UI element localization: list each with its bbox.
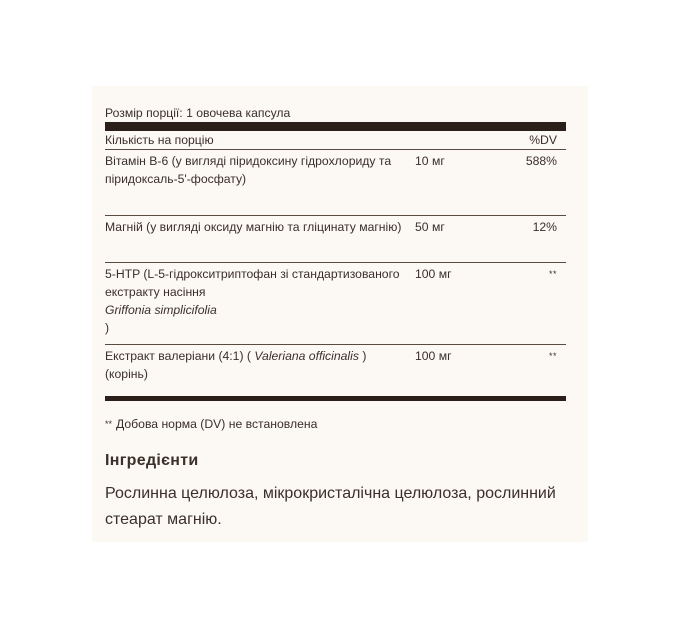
nutrient-dv: 588% — [525, 154, 557, 168]
nutrient-dv: ** — [548, 351, 557, 361]
supplement-facts-table — [105, 98, 566, 433]
footnote — [105, 415, 566, 433]
nutrient-name-closing: ) — [105, 321, 110, 335]
nutrient-amount: 100 мг — [415, 349, 452, 363]
serving-size: Розмір порції: 1 овочева капсула — [105, 106, 291, 120]
nutrient-amount: 50 мг — [415, 220, 445, 234]
scientific-name: Valeriana officinalis — [254, 349, 359, 363]
amount-per-serving-header: Кількість на порцію — [105, 133, 214, 147]
nutrient-amount: 100 мг — [415, 267, 452, 281]
dv-header: %DV — [529, 133, 557, 147]
table-row — [105, 216, 566, 263]
table-row — [105, 345, 566, 396]
footnote-text: Добова норма (DV) не встановлена — [116, 417, 318, 431]
ingredients-text: Рослинна целюлоза, мікрокристалічна целюлоза, рослинний стеарат магнію. — [105, 485, 556, 528]
nutrient-name: Магній (у вигляді оксиду магнію та гліцинату магнію) — [105, 220, 402, 234]
nutrient-name-closing: ) (корінь) — [105, 349, 367, 381]
thick-divider — [105, 122, 566, 131]
scientific-name: Griffonia simplicifolia — [105, 303, 217, 317]
table-row — [105, 263, 566, 345]
nutrient-dv: 12% — [532, 220, 557, 234]
nutrient-name — [105, 265, 405, 337]
nutrient-name — [105, 347, 405, 383]
nutrient-dv: ** — [548, 269, 557, 279]
table-row — [105, 150, 566, 216]
ingredients-title: Інгредієнти — [105, 452, 199, 469]
footnote-mark: ** — [105, 419, 113, 429]
nutrient-name-text: 5-HTP (L-5-гідрокситриптофан зі стандартизованого екстракту насіння — [105, 267, 400, 299]
nutrient-name-text: Екстракт валеріани (4:1) ( — [105, 349, 251, 363]
bottom-divider — [105, 396, 566, 401]
nutrient-name: Вітамін B-6 (у вигляді піридоксину гідрохлориду та піридоксаль-5'-фосфату) — [105, 154, 392, 186]
nutrient-amount: 10 мг — [415, 154, 445, 168]
table-header-row — [105, 131, 566, 150]
